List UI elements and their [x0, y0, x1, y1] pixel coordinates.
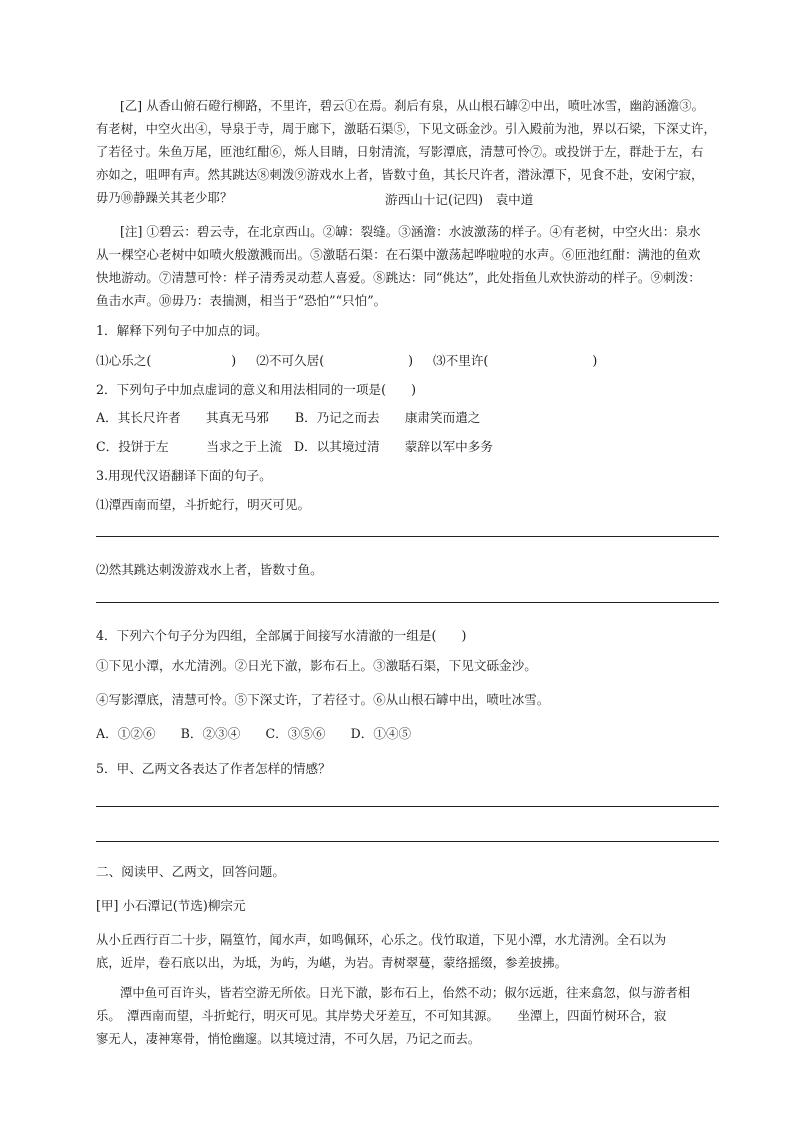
- q1-item-1: ⑴心乐之(: [96, 353, 152, 368]
- yi-text-line: 毋乃⑩静躁关其老少耶？: [96, 191, 233, 205]
- jia-p2-line: 潭中鱼可百许头，皆若空游无所依。日光下澈，影布石上，佁然不动；俶尔远逝，往来翕忽，似与游者相: [120, 986, 691, 1000]
- q2-option-d: D．以其境过清 蒙辞以军中多务: [293, 439, 493, 454]
- q2-option-b: B．乃记之而去 康肃笑而遣之: [294, 410, 481, 425]
- yi-source: 游西山十记(记四) 袁中道: [385, 192, 534, 207]
- answer-line: [96, 536, 719, 537]
- yi-text-line: 了若径寸。朱鱼万尾，匝池红酣⑥，烁人目睛，日射清流，写影潭底，清慧可怜⑦。或投饼于左，群赴于左，右: [96, 145, 704, 159]
- q1-item-3: ⑶不里许(: [433, 353, 489, 368]
- q1-item-2-close: ): [408, 353, 414, 368]
- question-3-title: 3.用现代汉语翻译下面的句子。: [96, 468, 272, 483]
- q2-option-a: A．其长尺许者 其真无马邪: [96, 410, 269, 425]
- q3-sentence-2: ⑵然其跳达刺泼游戏水上者，皆数寸鱼。: [96, 562, 323, 577]
- q1-item-1-close: ): [231, 353, 237, 368]
- yi-text-line: [乙] 从香山俯石磴行柳路，不里许，碧云①在焉。刹后有泉，从山根石罅②中出，喷吐冰雪，幽韵涵澹③。: [120, 99, 705, 113]
- question-2-title: 2．下列句子中加点虚词的意义和用法相同的一项是( ): [96, 382, 417, 397]
- answer-line: [96, 602, 719, 603]
- question-1-items: [96, 350, 720, 369]
- part-2-title: 二、阅读甲、乙两文，回答问题。: [96, 864, 285, 879]
- question-2-options-row1: [96, 407, 720, 426]
- jia-p2-line: 乐。 潭西南而望，斗折蛇行，明灭可见。其岸势犬牙差互，不可知其源。 坐潭上，四面竹树环合，寂: [96, 1009, 667, 1023]
- note-line: 鱼击水声。⑩毋乃：表揣测，相当于“恐怕”“只怕”。: [96, 293, 387, 308]
- q4-row-1: ①下见小潭，水尤清洌。②日光下澈，影布石上。③激聒石渠，下见文砾金沙。: [96, 658, 537, 673]
- jia-p1-line: 底，近岸，卷石底以出，为坻，为屿，为嵁，为岩。青树翠蔓，蒙络摇缀，参差披拂。: [96, 956, 568, 970]
- q1-item-2: ⑵不可久居(: [256, 353, 325, 368]
- jia-p1-line: 从小丘西行百二十步，隔篁竹，闻水声，如鸣佩环，心乐之。伐竹取道，下见小潭，水尤清洌。全石以为: [96, 933, 667, 947]
- question-1-title: 1．解释下列句子中加点的词。: [96, 323, 268, 338]
- answer-line: [96, 806, 719, 807]
- answer-line: [96, 841, 719, 842]
- jia-title: [甲] 小石潭记(节选)柳宗元: [96, 898, 246, 913]
- jia-p2-line: 寥无人，凄神寒骨，悄怆幽邃。以其境过清，不可久居，乃记之而去。: [96, 1032, 481, 1046]
- yi-text-line: 亦如之，咀呷有声。然其跳达⑧刺泼⑨游戏水上者，皆数寸鱼，其长尺许者，潜泳潭下，见食不赴，安闲宁寂，: [96, 168, 704, 182]
- q4-options: A．①②⑥ B．②③④ C．③⑤⑥ D．①④⑤: [96, 726, 412, 741]
- question-4-title: 4．下列六个句子分为四组，全部属于间接写水清澈的一组是( ): [96, 628, 467, 643]
- question-2-options-row2: [96, 436, 720, 455]
- note-line: [注] ①碧云：碧云寺，在北京西山。②罅：裂缝。③涵澹：水波激荡的样子。④有老树，中空火出：泉水: [120, 224, 701, 239]
- note-line: 从一棵空心老树中如喷火般激溅而出。⑤激聒石渠：在石渠中激荡起哗啦啦的水声。⑥匝池红酣：满池的鱼欢: [96, 247, 701, 262]
- yi-text-line: 有老树，中空火出④，导泉于寺，周于廊下，激聒石渠⑤，下见文砾金沙。引入殿前为池，界以石梁，下深丈许，: [96, 122, 716, 136]
- q3-sentence-1: ⑴潭西南而望，斗折蛇行，明灭可见。: [96, 497, 311, 512]
- q1-item-3-close: ): [592, 353, 598, 368]
- q4-row-2: ④写影潭底，清慧可怜。⑤下深丈许，了若径寸。⑥从山根石罅中出，喷吐冰雪。: [96, 692, 550, 707]
- q2-option-c: C．投饼于左 当求之于上流: [96, 439, 282, 454]
- question-5-title: 5．甲、乙两文各表达了作者怎样的情感？: [96, 761, 331, 776]
- note-line: 快地游动。⑦清慧可怜：样子清秀灵动惹人喜爱。⑧跳达：同“佻达”，此处指鱼儿欢快游动的样子。⑨刺泼：: [96, 270, 701, 285]
